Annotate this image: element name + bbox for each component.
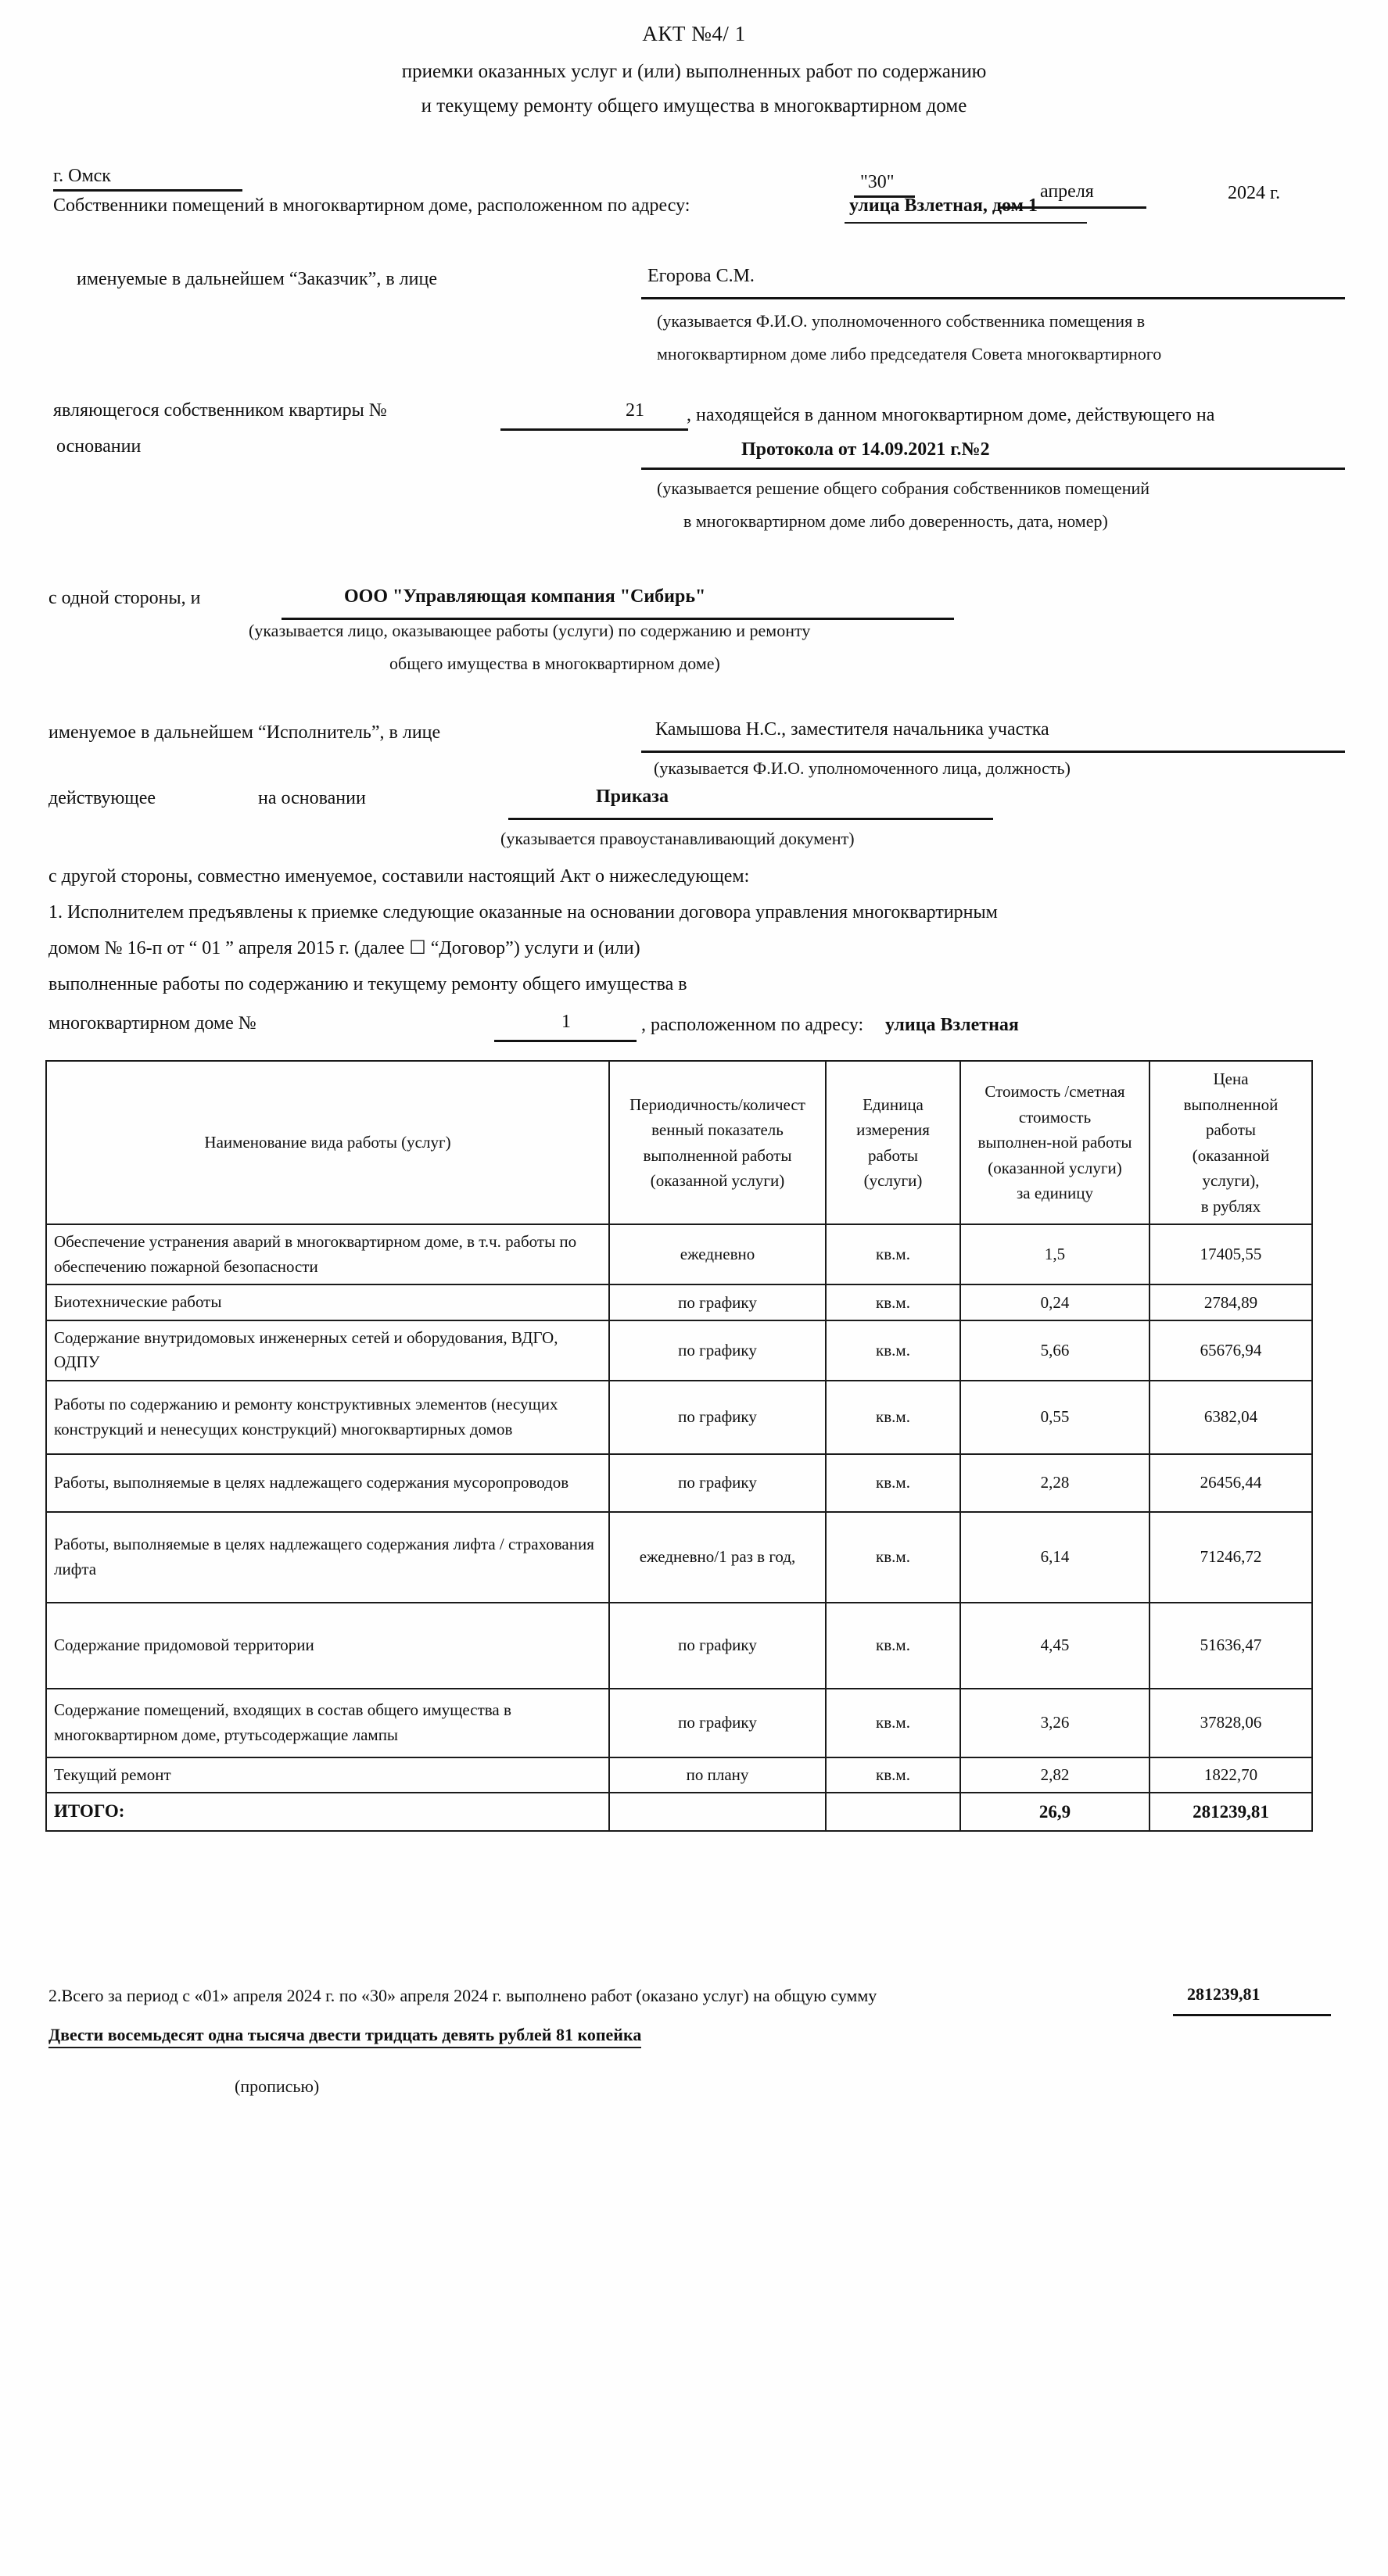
cell-name: Содержание внутридомовых инженерных сетей и оборудования, ВДГО, ОДПУ (46, 1320, 609, 1381)
cell-cost: 0,24 (960, 1284, 1149, 1320)
cell-unit: кв.м. (826, 1757, 960, 1793)
basis-rule (641, 468, 1345, 470)
cell-price: 71246,72 (1149, 1512, 1312, 1603)
table-row (46, 1689, 1312, 1757)
apartment-label: являющегося собственником квартиры № (53, 400, 387, 421)
cell-cost: 1,5 (960, 1224, 1149, 1284)
table-row (46, 1224, 1312, 1284)
cell-unit: кв.м. (826, 1224, 960, 1284)
cell-period: по графику (609, 1689, 826, 1757)
column-header-price-l1: Цена (1213, 1069, 1249, 1088)
other-side-text: с другой стороны, совместно именуемое, составили настоящий Акт о нижеследующем: (48, 866, 750, 887)
cell-unit: кв.м. (826, 1284, 960, 1320)
column-header-price-l2: выполненной (1183, 1095, 1279, 1114)
clause1-line2: домом № 16-п от “ 01 ” апреля 2015 г. (далее ☐ “Договор”) услуги и (или) (48, 938, 640, 958)
apartment-rule (500, 428, 688, 431)
acting-basis-label: на основании (258, 788, 366, 808)
contractor-company[interactable]: ООО "Управляющая компания "Сибирь" (344, 586, 706, 607)
cell-cost: 5,66 (960, 1320, 1149, 1381)
cell-cost: 2,28 (960, 1454, 1149, 1512)
cell-period: по графику (609, 1320, 826, 1381)
cell-cost: 4,45 (960, 1603, 1149, 1689)
clause2-amount-rule (1173, 2014, 1331, 2016)
table-row (46, 1284, 1312, 1320)
column-header-cost-l3: выполнен-ной работы (977, 1133, 1132, 1152)
city-field[interactable]: г. Омск (53, 166, 242, 192)
table-row (46, 1512, 1312, 1603)
column-header-unit-l3: работы (867, 1145, 918, 1165)
clause2-text: 2.Всего за период с «01» апреля 2024 г. по «30» апреля 2024 г. выполнено работ (оказано услуг) на общую сумму (48, 1986, 877, 2005)
contractor-hint-2: общего имущества в многоквартирном доме) (389, 654, 720, 673)
cell-name: Биотехнические работы (46, 1284, 609, 1320)
date-day[interactable]: "30" (860, 172, 895, 192)
table-total-row (46, 1793, 1312, 1831)
cell-price: 6382,04 (1149, 1381, 1312, 1454)
cell-period: ежедневно (609, 1224, 826, 1284)
clause1-line3: выполненные работы по содержанию и текущему ремонту общего имущества в (48, 974, 687, 994)
cell-name: Работы, выполняемые в целях надлежащего содержания мусоропроводов (46, 1454, 609, 1512)
clause1-line1: 1. Исполнителем предъявлены к приемке следующие оказанные на основании договора управления многоквартирным (48, 902, 998, 923)
title-subline-2: и текущему ремонту общего имущества в многоквартирном доме (421, 95, 967, 116)
table-header-row (46, 1061, 1312, 1224)
clause1-house-label: многоквартирном доме № (48, 1013, 256, 1034)
column-header-cost (960, 1061, 1149, 1224)
cell-price: 65676,94 (1149, 1320, 1312, 1381)
customer-hint-4: в многоквартирном доме либо доверенность, дата, номер) (683, 511, 1108, 531)
column-header-price-l4: (оказанной (1192, 1145, 1270, 1165)
column-header-unit-l2: измерения (856, 1120, 930, 1140)
table-row (46, 1757, 1312, 1793)
column-header-price-l3: работы (1205, 1120, 1256, 1140)
contractor-hint-1: (указывается лицо, оказывающее работы (услуги) по содержанию и ремонту (249, 621, 811, 640)
column-header-period-l4: (оказанной услуги) (650, 1171, 785, 1191)
cell-cost: 0,55 (960, 1381, 1149, 1454)
cell-name: Работы, выполняемые в целях надлежащего содержания лифта / страхования лифта (46, 1512, 609, 1603)
cell-unit: кв.м. (826, 1454, 960, 1512)
cell-total-label: ИТОГО: (46, 1793, 609, 1831)
clause2-amount-words[interactable]: Двести восемьдесят одна тысяча двести тридцать девять рублей 81 копейка (48, 2025, 641, 2048)
basis-label: основании (56, 436, 142, 457)
contractor-person-rule (641, 751, 1345, 753)
date-year: 2024 г. (1228, 183, 1281, 203)
table-row (46, 1603, 1312, 1689)
column-header-period-l3: выполненной работы (643, 1145, 792, 1165)
apartment-number[interactable]: 21 (626, 400, 644, 421)
column-header-cost-l4: (оказанной услуги) (988, 1158, 1122, 1177)
one-side-label: с одной стороны, и (48, 588, 201, 608)
clause2-amount[interactable]: 281239,81 (1187, 1984, 1261, 2004)
cell-name: Работы по содержанию и ремонту конструктивных элементов (несущих конструкций и ненесущих конструкций) многоквартирных домов (46, 1381, 609, 1454)
acting-label: действующее (48, 788, 156, 808)
cell-unit: кв.м. (826, 1320, 960, 1381)
customer-person-rule (641, 297, 1345, 299)
column-header-name-line: Наименование вида работы (услуг) (204, 1133, 451, 1152)
cell-name: Содержание придомовой территории (46, 1603, 609, 1689)
cell-cost: 6,14 (960, 1512, 1149, 1603)
cell-name: Содержание помещений, входящих в состав общего имущества в многоквартирном доме, ртутьсодержащие лампы (46, 1689, 609, 1757)
clause1-house-number[interactable]: 1 (561, 1012, 571, 1032)
owners-address-rule (845, 222, 1087, 224)
cell-total-period (609, 1793, 826, 1831)
customer-person[interactable]: Егорова С.М. (647, 266, 755, 286)
column-header-price (1149, 1061, 1312, 1224)
clause2-hint: (прописью) (235, 2076, 320, 2096)
cell-unit: кв.м. (826, 1512, 960, 1603)
column-header-period-l2: венный показатель (651, 1120, 784, 1140)
customer-hint-1: (указывается Ф.И.О. уполномоченного собственника помещения в (657, 311, 1146, 331)
column-header-unit (826, 1061, 960, 1224)
cell-period: по графику (609, 1454, 826, 1512)
cell-price: 2784,89 (1149, 1284, 1312, 1320)
cell-price: 37828,06 (1149, 1689, 1312, 1757)
acting-basis-rule (508, 818, 993, 820)
column-header-period (609, 1061, 826, 1224)
clause1-address-tail: , расположенном по адресу: (641, 1015, 864, 1035)
cell-unit: кв.м. (826, 1603, 960, 1689)
date-month[interactable]: апреля (1040, 181, 1094, 202)
cell-period: по графику (609, 1284, 826, 1320)
cell-cost: 3,26 (960, 1689, 1149, 1757)
column-header-cost-l1: Стоимость /сметная (985, 1082, 1125, 1102)
clause1-address[interactable]: улица Взлетная (885, 1015, 1019, 1035)
apartment-tail: , находящейся в данном многоквартирном доме, действующего на (687, 405, 1215, 425)
cell-period: ежедневно/1 раз в год, (609, 1512, 826, 1603)
column-header-price-l5: услуги), (1202, 1171, 1260, 1191)
customer-hint-3: (указывается решение общего собрания собственников помещений (657, 478, 1150, 498)
owners-address[interactable]: улица Взлетная, дом 1 (849, 195, 1038, 216)
table-row (46, 1454, 1312, 1512)
contractor-person[interactable]: Камышова Н.С., заместителя начальника участка (655, 719, 1049, 740)
customer-label: именуемые в дальнейшем “Заказчик”, в лице (77, 269, 437, 289)
cell-price: 17405,55 (1149, 1224, 1312, 1284)
contractor-hint-4: (указывается правоустанавливающий документ) (500, 829, 855, 848)
page-title: АКТ №4/ 1 (642, 22, 746, 45)
owners-label: Собственники помещений в многоквартирном доме, расположенном по адресу: (53, 195, 690, 216)
table-row (46, 1381, 1312, 1454)
table-row (46, 1320, 1312, 1381)
column-header-period-l1: Периодичность/количест (629, 1095, 805, 1114)
column-header-cost-l2: стоимость (1018, 1107, 1092, 1127)
acting-basis-value[interactable]: Приказа (596, 786, 669, 807)
cell-total-cost: 26,9 (960, 1793, 1149, 1831)
cell-total-unit (826, 1793, 960, 1831)
cell-total-price: 281239,81 (1149, 1793, 1312, 1831)
cell-price: 26456,44 (1149, 1454, 1312, 1512)
cell-unit: кв.м. (826, 1689, 960, 1757)
cell-period: по графику (609, 1603, 826, 1689)
cell-price: 51636,47 (1149, 1603, 1312, 1689)
title-subline-1: приемки оказанных услуг и (или) выполненных работ по содержанию (401, 61, 987, 82)
basis-value[interactable]: Протокола от 14.09.2021 г.№2 (741, 439, 990, 460)
column-header-unit-l4: (услуги) (863, 1171, 923, 1191)
column-header-cost-l5: за единицу (1016, 1184, 1094, 1203)
cell-period: по графику (609, 1381, 826, 1454)
contractor-label: именуемое в дальнейшем “Исполнитель”, в лице (48, 722, 441, 743)
customer-hint-2: многоквартирном доме либо председателя Совета многоквартирного (657, 344, 1162, 364)
cell-price: 1822,70 (1149, 1757, 1312, 1793)
cell-cost: 2,82 (960, 1757, 1149, 1793)
clause1-house-rule (494, 1040, 637, 1042)
column-header-price-l6: в рублях (1200, 1196, 1261, 1216)
column-header-unit-l1: Единица (863, 1095, 924, 1114)
cell-unit: кв.м. (826, 1381, 960, 1454)
contractor-hint-3: (указывается Ф.И.О. уполномоченного лица, должность) (654, 758, 1071, 778)
cell-period: по плану (609, 1757, 826, 1793)
cell-name: Текущий ремонт (46, 1757, 609, 1793)
contractor-company-rule (282, 618, 954, 620)
column-header-name (46, 1061, 609, 1224)
cell-name: Обеспечение устранения аварий в многоквартирном доме, в т.ч. работы по обеспечению пожарной безопасности (46, 1224, 609, 1284)
works-table (45, 1060, 1313, 1832)
